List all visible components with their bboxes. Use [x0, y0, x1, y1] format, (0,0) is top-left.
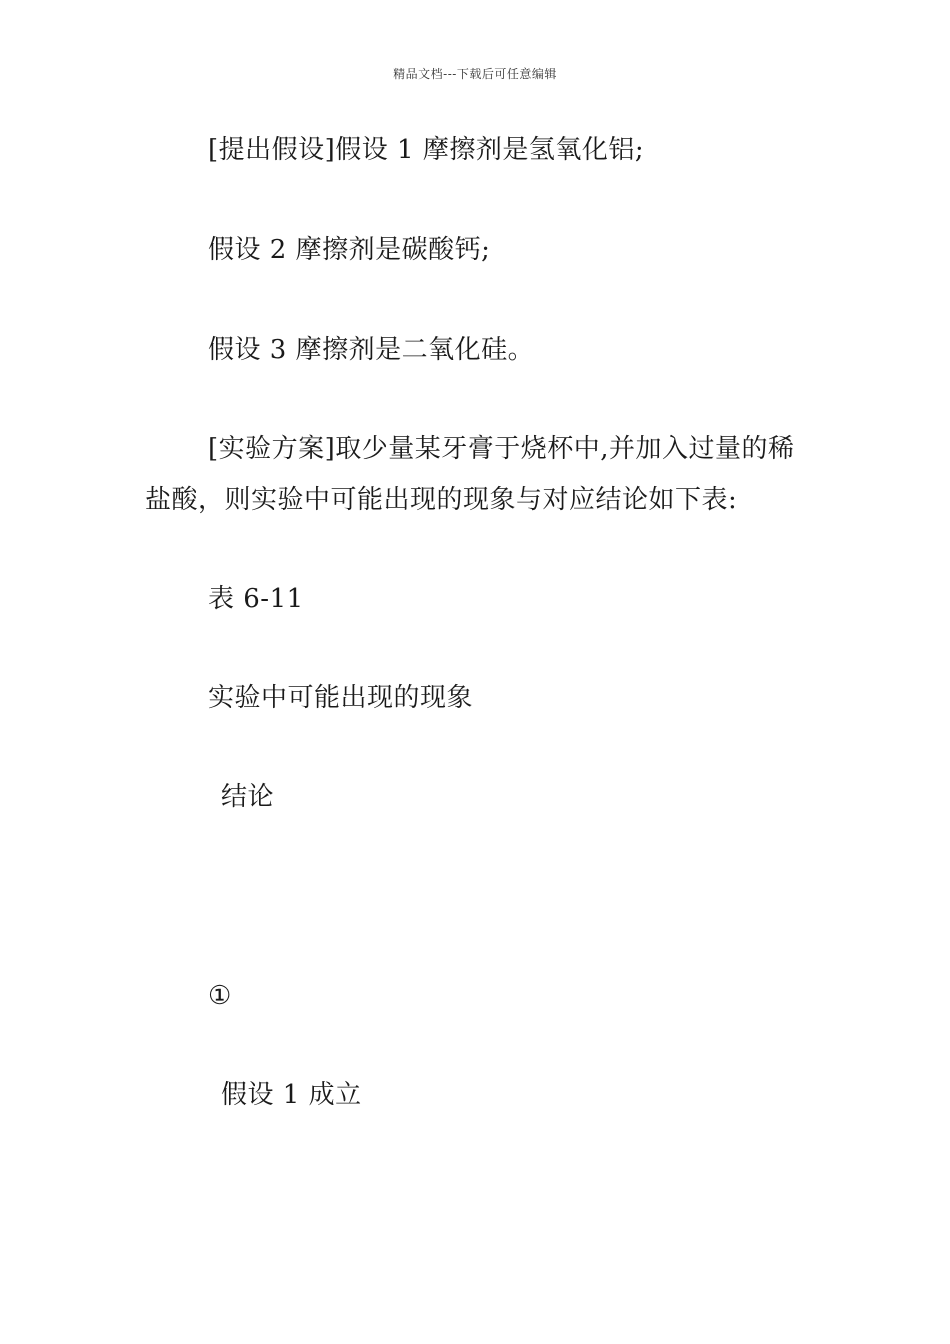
plan-text-line-1: [实验方案]取少量某牙膏于烧杯中,并加入过量的稀 — [208, 434, 795, 464]
hypothesis-3-text: 假设 3 摩擦剂是二氧化硅。 — [208, 335, 535, 365]
table-row-1-conclusion: 假设 1 成立 — [221, 1080, 362, 1110]
table-caption: 表 6-11 — [208, 584, 304, 614]
page-header: 精品文档---下载后可任意编辑 — [393, 67, 557, 81]
table-row-1-marker: ① — [208, 981, 232, 1011]
hypothesis-2-text: 假设 2 摩擦剂是碳酸钙; — [208, 235, 491, 265]
table-header-conclusion: 结论 — [221, 782, 275, 812]
hypothesis-1-text: [提出假设]假设 1 摩擦剂是氢氧化铝; — [208, 135, 645, 165]
plan-text-line-2: 盐酸，则实验中可能出现的现象与对应结论如下表: — [145, 485, 738, 515]
table-header-phenomenon: 实验中可能出现的现象 — [208, 683, 474, 713]
